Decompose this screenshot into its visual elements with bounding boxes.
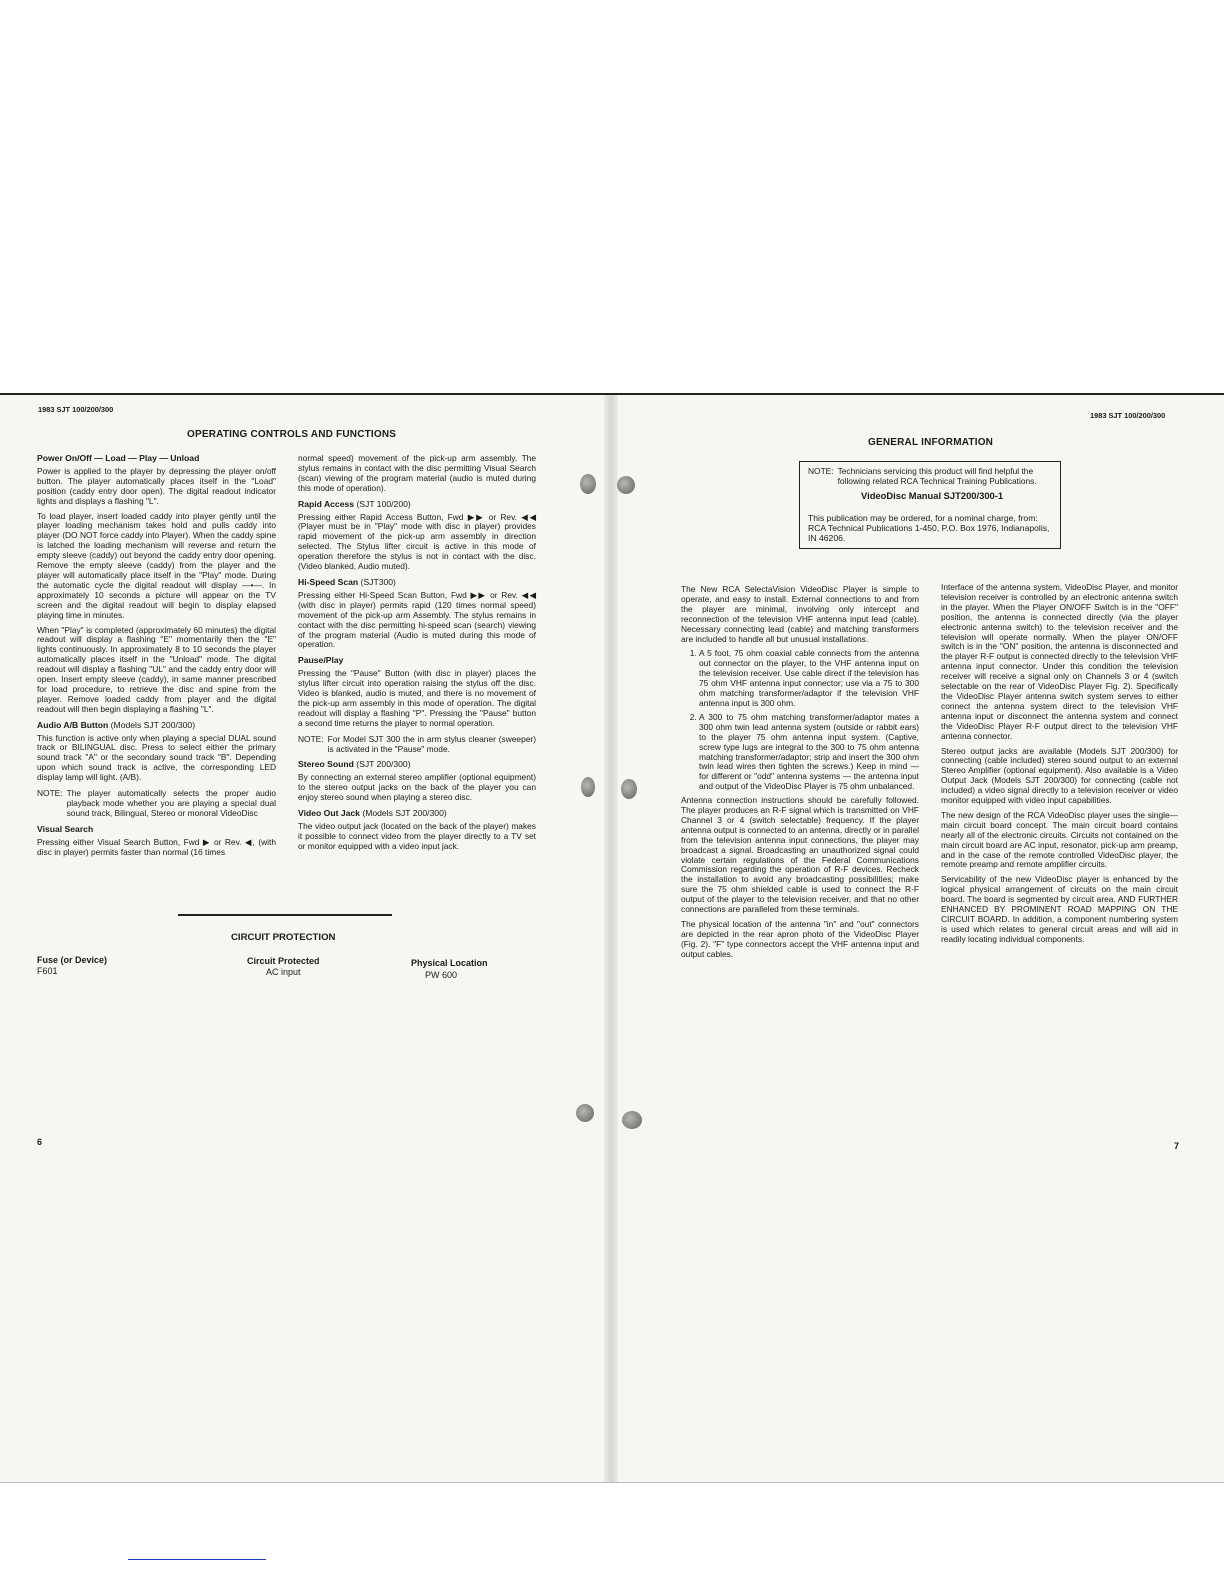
stereo-label: Stereo Sound: [298, 759, 354, 770]
left-page-title: OPERATING CONTROLS AND FUNCTIONS: [187, 429, 397, 440]
rapid-access-paragraph: Pressing either Rapid Access Button, Fwd ▶▶ or Rev. ◀◀ (Player must be in "Play" mode with disc in player) provides rapid movement of the pick-up arm assembly in direction selected. The Stylus lifter circuit is active in this mode of operation therefore the stylus is not in contact with the disc. (Video blanked, Audio muted).: [298, 511, 536, 572]
stereo-output-paragraph: Stereo output jacks are available (Models SJT 200/300) for connecting (cable included) stereo sound output to an external Stereo Amplifier (optional equipment). Also available is a Video Output Jack (Models SJT 200/300) for connecting (cable not included) a video signal directly to a television receiver or video monitor equipped with video input capabilities.: [941, 745, 1178, 806]
binder-hole-right-mid: [621, 779, 637, 799]
binder-hole-left-mid: [581, 777, 595, 797]
audio-heading-label: Audio A/B Button: [37, 719, 109, 730]
antenna-paragraph: Antenna connection instructions should be carefully followed. The player produces an R-F signal which is transmitted on VHF Channel 3 or 4 (switch selectable) frequency. If the player antenna output is connected to an antenna, directly or in parallel from the television antenna input connections, the player may broadcast a signal. Broadcasting an unauthorized signal could violate certain regulations of the Federal Communications Commission regarding the operation of R-F devices. Recheck the installation to avoid any broadcasting possibilities; make sure the 75 ohm shielded cable is used to connect the R-F output of the player to the television receiver, and that no other connections are paralleled from these terminals.: [681, 795, 919, 915]
left-running-header: 1983 SJT 100/200/300: [38, 405, 114, 414]
hi-speed-models: (SJT300): [360, 576, 396, 587]
note-box-note: [808, 467, 1052, 487]
left-column-2: [298, 454, 536, 857]
binder-hole-left-top: [580, 474, 596, 494]
hi-speed-label: Hi-Speed Scan: [298, 576, 359, 587]
hi-speed-paragraph: Pressing either Hi-Speed Scan Button, Fwd ▶▶ or Rev. ◀◀ (with disc in player) permits rapid (120 times normal speed) movement of the pick-up arm Assembly. The stylus remains in contact with the disc permitting hi-speed scan (search) viewing of the program material (Audio is muted during this mode of operation.: [298, 589, 536, 650]
connection-list: [681, 649, 919, 792]
circuit-protection-title: CIRCUIT PROTECTION: [231, 932, 336, 943]
note-box-manual-title: VideoDisc Manual SJT200/300-1: [861, 489, 1004, 501]
pause-paragraph: Pressing the "Pause" Button (with disc in player) places the stylus lifter circuit into operation raising the stylus off the disc. Video is blanked, audio is muted, and there is no movement of the pick-up arm assembly in this mode of operation. The digital readout will display a flashing "P". Pressing the "Pause" button a second time returns the player to normal operation.: [298, 668, 536, 728]
connection-item-2: 2. A 300 to 75 ohm matching transformer/adaptor mates a 300 ohm twin lead antenna system (outside or rabbit ears) to the player 75 ohm antenna input system. (Captive, screw type lugs are integral to the 300 to 75 ohm antenna matching transformer/adaptor; strip and insert the 300 ohm twin lead wires then tighten the screws.) Keep in mind — for different or "odd" antenna systems — the antenna input and output of the VideoDisc Player is 75 ohm unbalanced.: [699, 713, 919, 792]
audio-note: [37, 789, 276, 819]
circuit-header-location: Physical Location: [411, 958, 488, 968]
circuit-cell-fuse: F601: [37, 966, 58, 976]
left-column-1: [37, 454, 276, 863]
binder-hole-right-top: [617, 476, 635, 494]
video-out-label: Video Out Jack: [298, 808, 360, 819]
rapid-access-heading: [298, 500, 536, 510]
pause-heading: Pause/Play: [298, 655, 344, 666]
hi-speed-heading: [298, 578, 536, 588]
pause-note-text: For Model SJT 300 the in arm stylus cleaner (sweeper) is activated in the "Pause" mode.: [327, 733, 536, 754]
pause-note: [298, 735, 536, 755]
section-divider: [178, 914, 392, 916]
circuit-cell-protected: AC input: [266, 967, 301, 977]
right-page-number: 7: [1174, 1141, 1180, 1151]
binder-hole-left-bottom: [576, 1104, 594, 1122]
binder-hole-right-bottom: [622, 1111, 642, 1129]
circuit-cell-location: PW 600: [425, 970, 458, 980]
rapid-access-models: (SJT 100/200): [356, 498, 411, 509]
page-fold: [604, 393, 618, 1483]
pause-note-label: NOTE:: [298, 733, 324, 744]
visual-search-continued: normal speed) movement of the pick-up arm assembly. The stylus remains in contact with the disc permitting Visual Search (scan) viewing of the program material (audio is muted during this mode of operation).: [298, 453, 536, 493]
video-out-heading: [298, 809, 536, 819]
link-underline: [128, 1559, 266, 1560]
audio-paragraph: This function is active only when playing a special DUAL sound track or BILINGUAL disc. Press to select either the primary sound track "A" or the secondary sound track "B". Depending upon which sound track is active, the corresponding LED display lamp will light. (A/B).: [37, 732, 276, 783]
video-out-models: (Models SJT 200/300): [362, 808, 447, 819]
stereo-models: (SJT 200/300): [356, 759, 411, 770]
rapid-access-label: Rapid Access: [298, 498, 355, 509]
circuit-header-protected: Circuit Protected: [247, 956, 320, 966]
audio-note-label: NOTE:: [37, 788, 63, 799]
audio-note-text: The player automatically selects the proper audio playback mode whether you are playing a special dual sound track, Bilingual, Stereo or monoral VideoDisc: [66, 788, 276, 818]
power-paragraph-1: Power is applied to the player by depressing the player on/off button. The player automatically places itself in the "Load" position (caddy entry door open). The digital readout indicator lights and displays a flashing "L".: [37, 465, 276, 506]
note-box-order-info: This publication may be ordered, for a nominal charge, from: RCA Technical Publications 1-450, P.O. Box 1976, Indianapolis, IN 46206.: [808, 512, 1050, 543]
note-box-label: NOTE:: [808, 466, 834, 476]
interface-paragraph: Interface of the antenna system, VideoDisc Player, and monitor television receiver is controlled by an electronic antenna switch in the player. When the Player ON/OFF Switch is in the "OFF" position, the antenna is connected directly (via the player electronic antenna switch) to the television receiver and the television will operate normally. When the player ON/OFF switch is in the "ON" position, the antenna is disconnected and the player R-F output is connected directly to the television VHF antenna input connector. Under this condition the television receiver will receive a signal only on Channels 3 or 4 (switch selectable on the rear of VideoDisc Player Fig. 2). Specifically the VideoDisc Player antenna switch system serves to either connect the antenna system direct to the television VHF antenna input or disconnect the antenna system and connect the VideoDisc Player R-F output direct to the television VHF antenna connector.: [941, 582, 1178, 741]
connection-item-1: 1. A 5 foot, 75 ohm coaxial cable connects from the antenna out connector on the player, to the VHF antenna input on the television receiver. Use cable direct if the television has 75 ohm VHF antenna input connector; use via a 75 to 300 ohm matching transformer/adaptor if the television VHF antenna input is 300 ohm.: [699, 649, 919, 708]
visual-search-heading: Visual Search: [37, 823, 94, 834]
right-running-header: 1983 SJT 100/200/300: [1090, 411, 1166, 420]
top-edge-rule: [0, 393, 1224, 395]
visual-search-paragraph: Pressing either Visual Search Button, Fwd ▶ or Rev. ◀, (with disc in player) permits faster than normal (16 times: [37, 836, 276, 857]
video-out-paragraph: The video output jack (located on the back of the player) makes it possible to connect video from the player directly to a TV set or monitor equipped with a video input jack.: [298, 821, 536, 851]
serviceability-paragraph: Servicability of the new VideoDisc player is enhanced by the logical physical arrangement of circuits on the main circuit board. The board is segmented by circuit area. AND FURTHER ENHANCED BY PROMINENT ROAD MAPPING ON THE CIRCUIT BOARD. In addition, a component numbering system is used which relates to general circuit areas and will aid in readily locating individual components.: [941, 874, 1178, 944]
right-column-1: [681, 585, 919, 965]
circuit-header-fuse: Fuse (or Device): [37, 955, 108, 965]
board-design-paragraph: The new design of the RCA VideoDisc player uses the single—main circuit board concept. The main circuit board contains nearly all of the electronic circuits. Circuits not contained on the main circuit board are AC input, resonator, pick-up arm preamp, and in the case of the remote controlled VideoDisc player, the remote preamp and remote amplifier circuits.: [941, 809, 1178, 870]
technician-note-box: [799, 461, 1061, 549]
stereo-heading: [298, 760, 536, 770]
stereo-paragraph: By connecting an external stereo amplifier (optional equipment) to the stereo output jacks on the back of the player you can enjoy stereo sound when playing a stereo disc.: [298, 772, 536, 803]
left-page-number: 6: [37, 1137, 43, 1147]
power-heading: Power On/Off — Load — Play — Unload: [37, 453, 200, 463]
power-paragraph-3: When "Play" is completed (approximately 60 minutes) the digital readout will display a flashing "E" momentarily then the "E" lights continuously. In approximately 8 to 10 seconds the player automatically places itself in the "Unload" mode. The digital readout will display a flashing "UL" and the caddy entry door will open. Insert empty sleeve (caddy), in same manner prescribed for load procedure, to retrieve the disc and spine from the player. Remove loaded caddy from player and the digital readout will then begin displaying a flashing "L".: [37, 624, 276, 714]
right-column-2: [941, 583, 1178, 950]
bottom-edge-rule: [0, 1482, 1224, 1483]
connector-paragraph: The physical location of the antenna "in" and "out" connectors are depicted in the rear apron photo of the VideoDisc Player (Fig. 2). "F" type connectors accept the VHF antenna input and output cables.: [681, 919, 919, 959]
power-paragraph-2: To load player, insert loaded caddy into player gently until the player loading mechanism takes hold and pulls caddy into player (DO NOT force caddy into Player). When the caddy spine is latched the loading mechanism will reverse and return the empty sleeve (caddy) out beyond the caddy entry door opening. Remove the empty sleeve (caddy) from the player and the player will automatically place itself in the "Play" mode. During the automatic cycle the digital readout will display —•—. In approximately 10 seconds a picture will appear on the TV screen and the digital readout will begin to display elapsed playing time in minutes.: [37, 510, 276, 620]
intro-paragraph: The New RCA SelectaVision VideoDisc Player is simple to operate, and easy to install. External connections to and from the player are minimal, involving only intercept and reconnection of the television VHF antenna input lead (cable). Necessary connecting lead (cable) and matching transformers are included to handle all but unusual installations.: [681, 584, 919, 644]
audio-heading-models: (Models SJT 200/300): [110, 719, 196, 730]
right-page-title: GENERAL INFORMATION: [868, 437, 994, 448]
note-box-text: Technicians servicing this product will find helpful the following related RCA Technical Training Publications.: [837, 466, 1037, 486]
audio-heading: [37, 721, 276, 731]
